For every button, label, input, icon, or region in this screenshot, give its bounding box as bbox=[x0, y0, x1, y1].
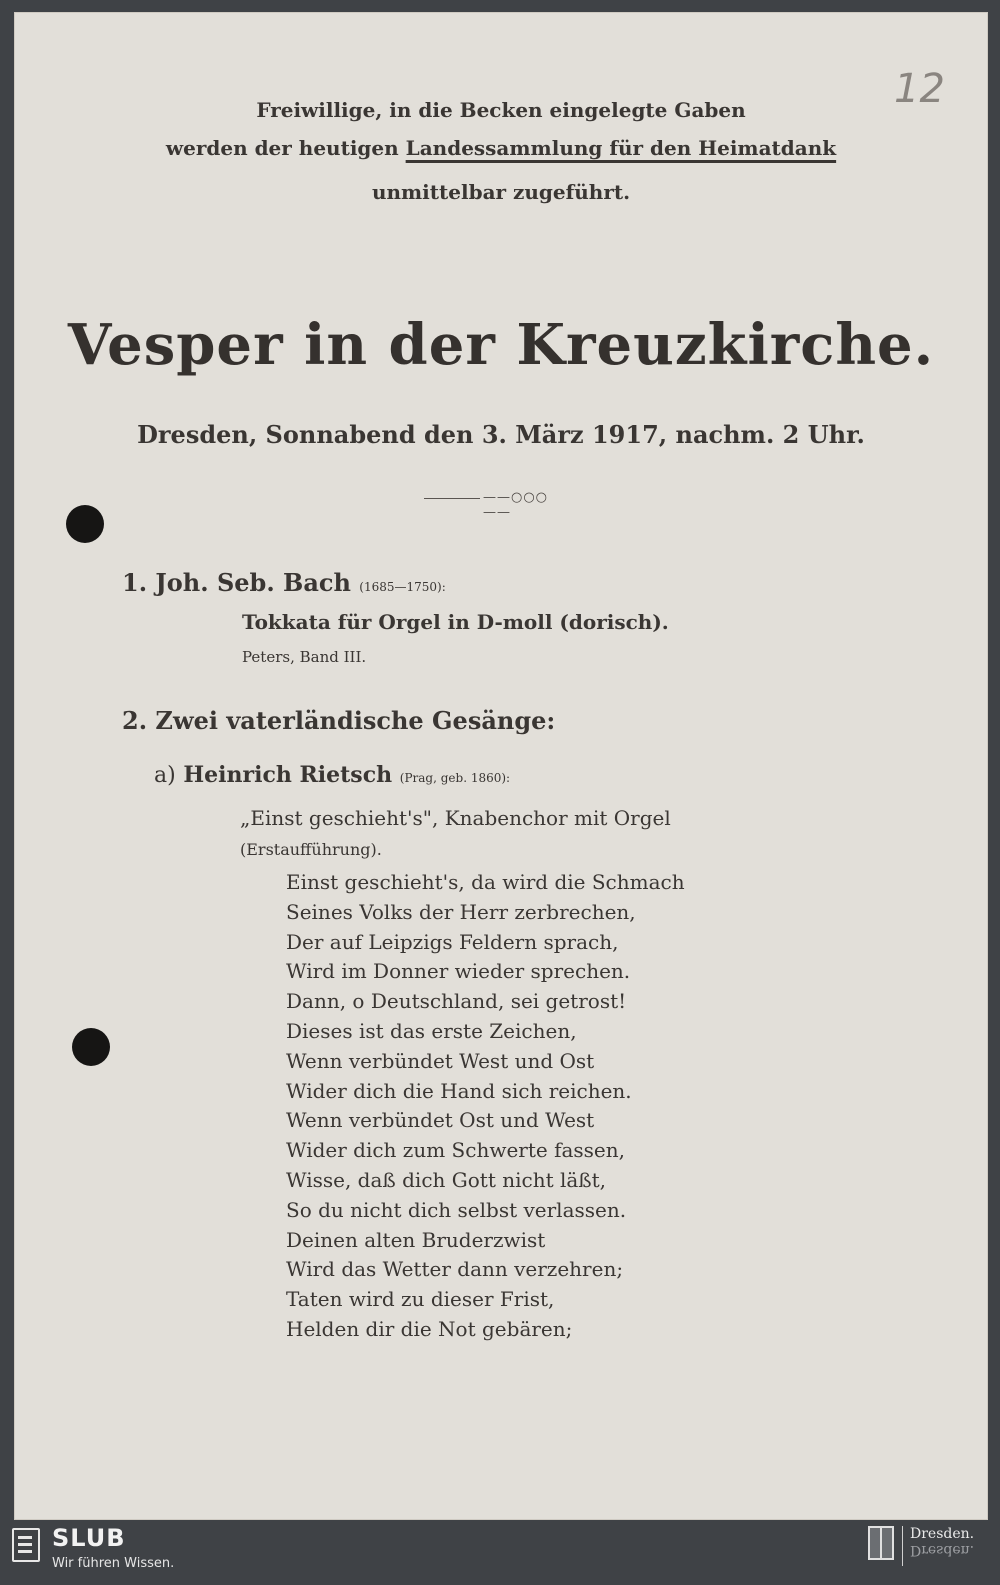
item-1-dates: (1685—1750): bbox=[359, 580, 446, 594]
notice-line-2-emphasis: Landessammlung für den Heimatdank bbox=[405, 136, 837, 160]
city-logo-text[interactable]: Dresden. bbox=[910, 1526, 975, 1542]
page-title: Vesper in der Kreuzkirche. bbox=[67, 312, 935, 378]
poem-line: Einst geschieht's, da wird die Schmach bbox=[286, 870, 685, 894]
city-logo-mirror: Dresden. bbox=[910, 1542, 975, 1558]
item-2a-dates: (Prag, geb. 1860): bbox=[399, 771, 511, 785]
notice-line-1: Freiwillige, in die Becken eingelegte Gaben bbox=[256, 98, 746, 122]
poem-line: Wider dich zum Schwerte fassen, bbox=[286, 1138, 625, 1163]
poem-line: Wird das Wetter dann verzehren; bbox=[286, 1257, 624, 1282]
item-2a-heading bbox=[154, 762, 510, 788]
page-subtitle: Dresden, Sonnabend den 3. März 1917, nachm. 2 Uhr. bbox=[137, 420, 865, 449]
poem-text bbox=[286, 868, 685, 1345]
city-crest-icon bbox=[868, 1526, 894, 1560]
item-2-number: 2. bbox=[122, 706, 148, 735]
poem-line: Seines Volks der Herr zerbrechen, bbox=[286, 899, 636, 924]
document-page bbox=[14, 12, 988, 1520]
notice-line-3: unmittelbar zugeführt. bbox=[371, 180, 631, 204]
poem-line: Der auf Leipzigs Feldern sprach, bbox=[286, 929, 619, 954]
punch-hole bbox=[66, 505, 104, 543]
footer-divider bbox=[902, 1526, 903, 1566]
item-2-heading bbox=[122, 706, 555, 735]
poem-line: Wisse, daß dich Gott nicht läßt, bbox=[286, 1167, 607, 1192]
notice-line-2 bbox=[14, 136, 988, 160]
ornamental-divider bbox=[424, 490, 579, 520]
item-2a-composer: Heinrich Rietsch bbox=[183, 762, 393, 788]
punch-hole bbox=[72, 1028, 110, 1066]
item-2a-letter: a) bbox=[154, 763, 176, 788]
poem-line: Wird im Donner wieder sprechen. bbox=[286, 959, 631, 984]
poem-line: Wenn verbündet Ost und West bbox=[286, 1108, 595, 1133]
footer-bar bbox=[0, 1520, 1000, 1585]
poem-line: So du nicht dich selbst verlassen. bbox=[286, 1197, 627, 1222]
notice-line-2-prefix: werden der heutigen bbox=[165, 136, 406, 160]
item-2a-note: (Erstaufführung). bbox=[240, 840, 382, 859]
poem-line: Dieses ist das erste Zeichen, bbox=[286, 1018, 577, 1043]
item-1-composer: Joh. Seb. Bach bbox=[155, 568, 351, 597]
poem-line: Wider dich die Hand sich reichen. bbox=[286, 1078, 632, 1103]
brand-slogan: Wir führen Wissen. bbox=[52, 1556, 175, 1571]
brand-name[interactable]: SLUB bbox=[52, 1524, 126, 1552]
item-1-edition: Peters, Band III. bbox=[242, 648, 367, 666]
poem-line: Wenn verbündet West und Ost bbox=[286, 1048, 595, 1073]
item-1-work: Tokkata für Orgel in D-moll (dorisch). bbox=[242, 610, 669, 634]
poem-line: Helden dir die Not gebären; bbox=[286, 1316, 573, 1341]
item-2-title: Zwei vaterländische Gesänge: bbox=[155, 706, 556, 735]
poem-line: Dann, o Deutschland, sei getrost! bbox=[286, 989, 627, 1014]
item-1-heading bbox=[122, 568, 446, 597]
divider-ornament: ——○○○—— bbox=[480, 490, 579, 520]
item-1-number: 1. bbox=[122, 568, 148, 597]
poem-line: Taten wird zu dieser Frist, bbox=[286, 1287, 555, 1312]
poem-line: Deinen alten Bruderzwist bbox=[286, 1227, 546, 1252]
item-2a-work: „Einst geschieht's", Knabenchor mit Orgel bbox=[240, 806, 671, 830]
handwritten-page-number: 12 bbox=[894, 66, 945, 112]
book-icon bbox=[12, 1528, 40, 1562]
